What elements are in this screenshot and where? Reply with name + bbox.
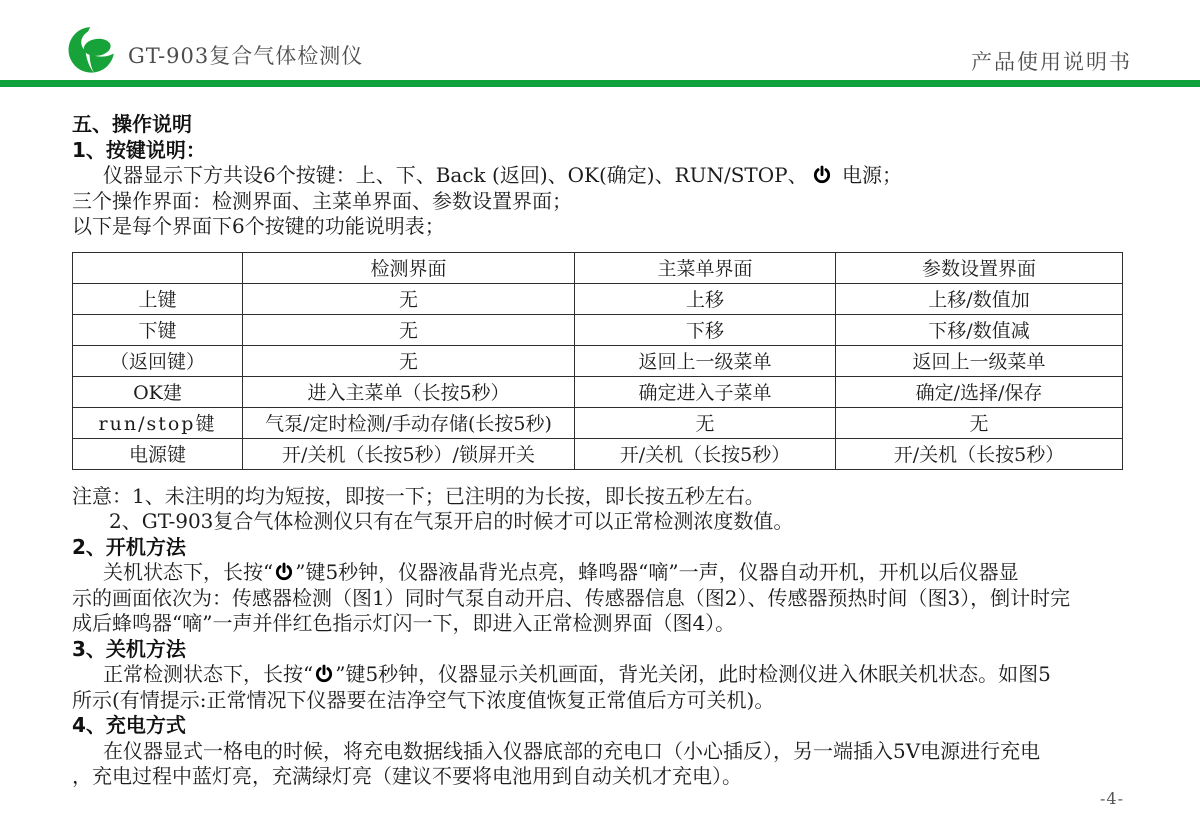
keys-pre-text: 仪器显示下方共设6个按键：上、下、Back (返回)、OK(确定)、RUN/STOP、	[103, 163, 808, 187]
power-icon	[314, 664, 334, 684]
section-5-heading: 五、操作说明	[72, 112, 192, 136]
table-cell: 返回上一级菜单	[836, 345, 1123, 376]
section-4-heading: 4、充电方式	[72, 713, 186, 737]
table-cell: 无	[575, 407, 836, 438]
table-cell: 开/关机（长按5秒）/锁屏开关	[243, 438, 575, 469]
table-cell: 上移	[575, 283, 836, 314]
table-header-row	[73, 252, 1123, 283]
note-line-1: 注意：1、未注明的均为短按，即按一下；已注明的为长按，即长按五秒左右。	[72, 483, 765, 508]
table-cell: 下移/数值减	[836, 314, 1123, 345]
header-product-title: GT-903复合气体检测仪	[128, 44, 364, 68]
table-row	[73, 345, 1123, 376]
table-cell: run/stop键	[73, 407, 243, 438]
header-left	[64, 22, 363, 76]
keys-post-text: 电源；	[835, 163, 902, 187]
table-cell: 电源键	[73, 438, 243, 469]
s2-line-1	[72, 560, 1137, 586]
table-cell: OK建	[73, 376, 243, 407]
table-cell: 进入主菜单（长按5秒）	[243, 376, 575, 407]
s4-line-2: ，充电过程中蓝灯亮，充满绿灯亮（建议不要将电池用到自动关机才充电）。	[72, 764, 742, 788]
section-1-heading: 1、按键说明：	[72, 137, 206, 162]
table-row	[73, 438, 1123, 469]
s2-l1-post: ”键5秒钟，仪器液晶背光点亮，蜂鸣器“嘀”一声，仪器自动开机，开机以后仪器显	[295, 560, 1019, 584]
s2-line-3: 成后蜂鸣器“嘀”一声并伴红色指示灯闪一下，即进入正常检测界面（图4）。	[72, 611, 736, 635]
table-cell: 无	[243, 345, 575, 376]
section-3-heading: 3、关机方法	[72, 636, 186, 661]
interfaces-line: 三个操作界面：检测界面、主菜单界面、参数设置界面；	[72, 188, 572, 213]
content	[72, 112, 1137, 790]
keys-description-line	[72, 163, 1137, 189]
table-cell: 开/关机（长按5秒）	[575, 438, 836, 469]
note-line-2: 2、GT-903复合气体检测仪只有在气泵开启的时候才可以正常检测浓度数值。	[109, 509, 794, 533]
table-row	[73, 314, 1123, 345]
table-header-cell: 主菜单界面	[575, 252, 836, 283]
s3-line-1	[72, 662, 1137, 688]
s4-line-1: 在仪器显式一格电的时候，将充电数据线插入仪器底部的充电口（小心插反），另一端插入5V电源进行充电	[103, 738, 1041, 763]
s3-line-2: 所示(有情提示:正常情况下仪器要在洁净空气下浓度值恢复正常值后方可关机)。	[72, 687, 775, 712]
table-row	[73, 407, 1123, 438]
table-cell: 上移/数值加	[836, 283, 1123, 314]
page-number: -4-	[1100, 789, 1124, 808]
key-function-table	[72, 252, 1123, 470]
table-row	[73, 283, 1123, 314]
table-row	[73, 376, 1123, 407]
table-header-cell	[73, 252, 243, 283]
s3-l1-post: ”键5秒钟，仪器显示关机画面，背光关闭，此时检测仪进入休眠关机状态。如图5	[335, 662, 1051, 686]
section-2-heading: 2、开机方法	[72, 534, 186, 559]
table-intro-line: 以下是每个界面下6个按键的功能说明表；	[72, 214, 445, 238]
table-cell: 确定/选择/保存	[836, 376, 1123, 407]
table-cell: （返回键）	[73, 345, 243, 376]
table-cell: 无	[243, 314, 575, 345]
table-cell: 下键	[73, 314, 243, 345]
header-divider	[0, 80, 1200, 87]
s3-l1-pre: 正常检测状态下，长按“	[103, 662, 314, 686]
s2-line-2: 示的画面依次为：传感器检测（图1）同时气泵自动开启、传感器信息（图2）、传感器预热时间（图3），倒计时完	[72, 585, 1071, 610]
table-cell: 无	[836, 407, 1123, 438]
header-doc-title: 产品使用说明书	[971, 50, 1132, 74]
table-cell: 无	[243, 283, 575, 314]
power-icon	[812, 165, 832, 185]
brand-leaf-logo-icon	[64, 22, 122, 76]
table-header-cell: 检测界面	[243, 252, 575, 283]
table-cell: 下移	[575, 314, 836, 345]
table-cell: 气泵/定时检测/手动存储(长按5秒)	[243, 407, 575, 438]
s2-l1-pre: 关机状态下，长按“	[103, 560, 274, 584]
table-cell: 开/关机（长按5秒）	[836, 438, 1123, 469]
power-icon	[274, 562, 294, 582]
table-cell: 确定进入子菜单	[575, 376, 836, 407]
table-header-cell: 参数设置界面	[836, 252, 1123, 283]
table-cell: 上键	[73, 283, 243, 314]
table-cell: 返回上一级菜单	[575, 345, 836, 376]
